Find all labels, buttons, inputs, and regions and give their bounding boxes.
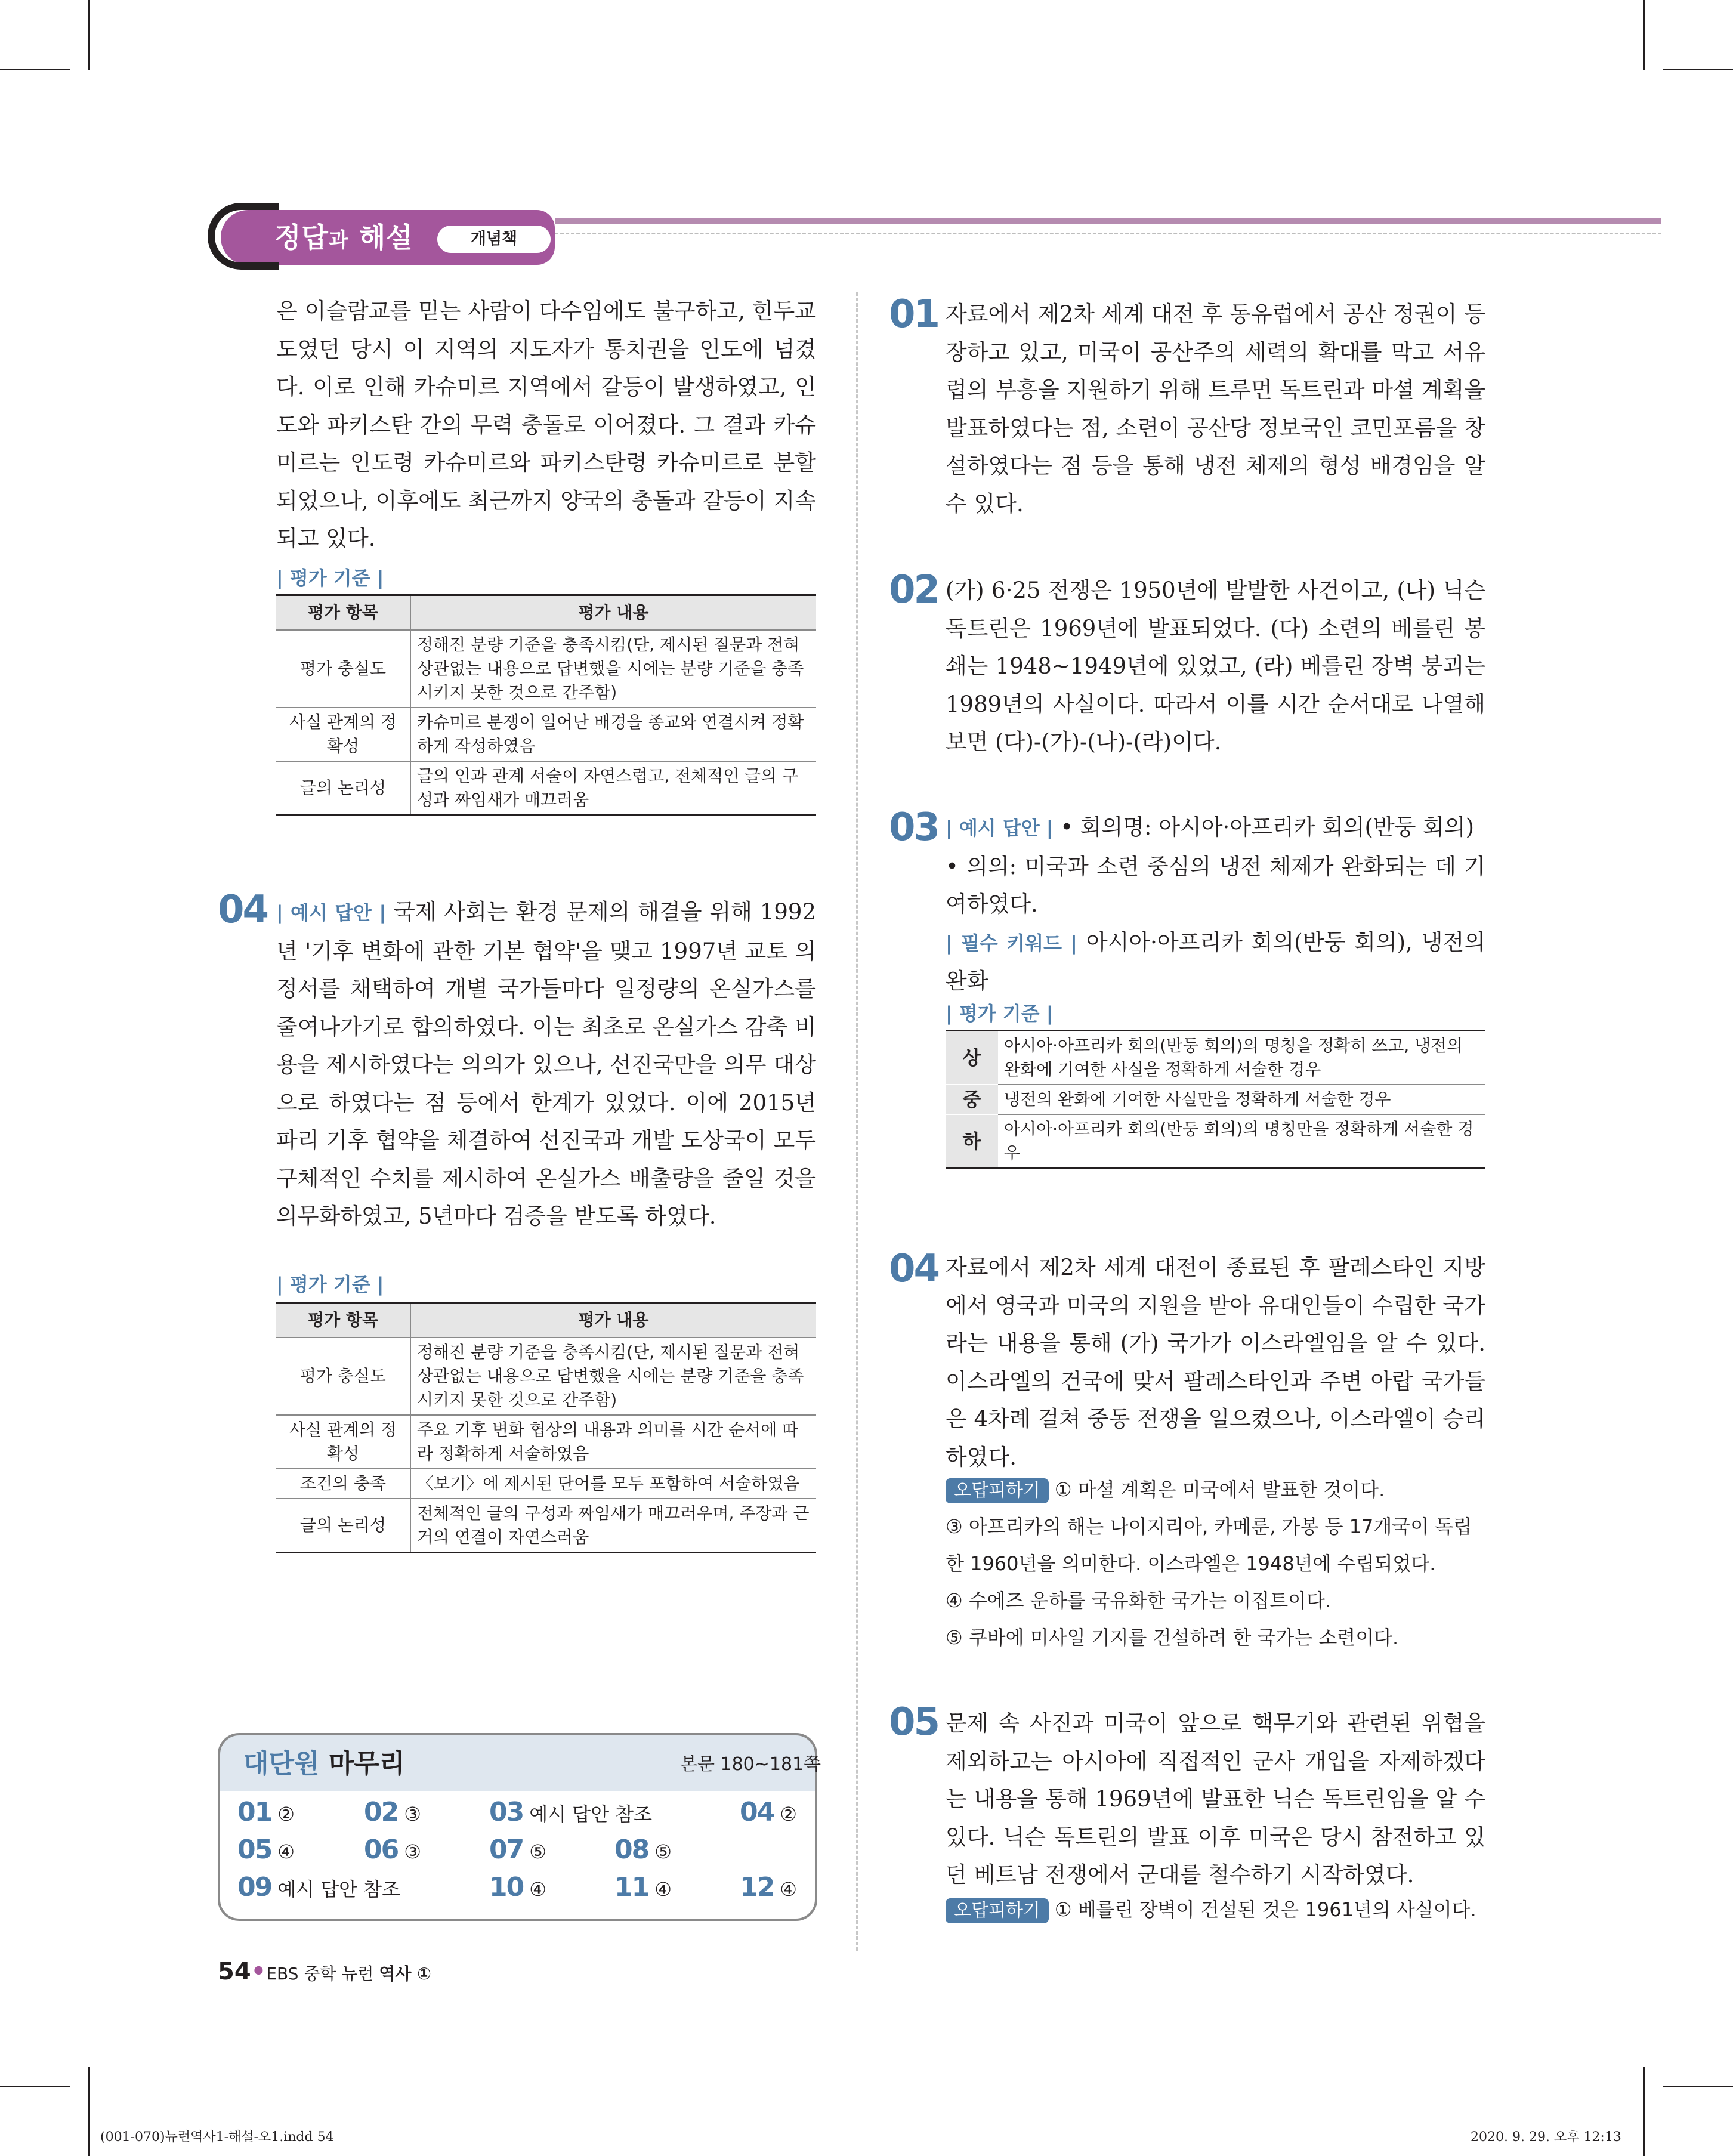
answer-item: 02 ③ bbox=[364, 1797, 421, 1827]
crop-mark bbox=[0, 69, 70, 70]
answer-item: 12 ④ bbox=[740, 1872, 797, 1902]
criteria-label: | 평가 기준 | bbox=[276, 567, 384, 589]
question-number: 03 bbox=[889, 805, 939, 850]
wrong-answer-notes: 오답피하기 ① 베를린 장벽이 건설된 것은 1961년의 사실이다. bbox=[946, 1891, 1485, 1928]
question-number: 04 bbox=[218, 888, 268, 932]
table-row: 하 아시아·아프리카 회의(반둥 회의)의 명칭만을 정확하게 서술한 경우 bbox=[946, 1114, 1485, 1169]
print-date: 2020. 9. 29. 오후 12:13 bbox=[1471, 2130, 1621, 2145]
file-slug: (001-070)뉴런역사1-해설-오1.indd 54 bbox=[100, 2130, 334, 2145]
crop-mark bbox=[88, 0, 90, 70]
intro-paragraph: 은 이슬람교를 믿는 사람이 다수임에도 불구하고, 힌두교도였던 당시 이 지역의 지도자가 통치권을 인도에 넘겼다. 이로 인해 카슈미르 지역에서 갈등이 발생하였고, 인도와 파키스탄 간의 무력 충돌로 이어졌다. 그 결과 카슈미르는 인도령 카슈미르와 파키스탄령 카슈미르로 분할되었으나, 이후에도 최근까지 양국의 충돌과 갈등이 지속되고 있다. bbox=[276, 298, 816, 551]
crop-mark bbox=[1643, 0, 1645, 70]
question-number: 04 bbox=[889, 1247, 939, 1291]
table-row: 중 냉전의 완화에 기여한 사실만을 정확하게 서술한 경우 bbox=[946, 1085, 1485, 1114]
criteria-table bbox=[276, 1302, 816, 1553]
criteria-label: | 평가 기준 | bbox=[946, 1002, 1054, 1025]
criteria-label: | 평가 기준 | bbox=[276, 1273, 384, 1296]
summary-page-ref: 본문 180~181쪽 bbox=[680, 1754, 821, 1775]
criteria-table bbox=[276, 594, 816, 816]
answer-item: 10 ④ bbox=[489, 1872, 546, 1902]
question-number: 05 bbox=[889, 1700, 939, 1744]
table-row: 사실 관계의 정확성 카슈미르 분쟁이 일어난 배경을 종교와 연결시켜 정확하게 작성하였음 bbox=[276, 708, 816, 761]
answer-item: 09 예시 답안 참조 bbox=[237, 1872, 401, 1902]
wrong-answer-notes: 오답피하기 ① 마셜 계획은 미국에서 발표한 것이다. ③ 아프리카의 해는 나이지리아, 카메룬, 가봉 등 17개국이 독립한 1960년을 의미한다. 이스라엘은 1948년에 수립되었다. ④ 수에즈 운하를 국유화한 국가는 이집트이다. ⑤ 쿠바에 미사일 기지를 건설하려 한 국가는 소련이다. bbox=[946, 1478, 1472, 1649]
crop-mark bbox=[0, 2086, 70, 2087]
header-bracket bbox=[208, 203, 279, 270]
table-row: 글의 논리성 글의 인과 관계 서술이 자연스럽고, 전체적인 글의 구성과 짜임새가 매끄러움 bbox=[276, 761, 816, 816]
table-row: 상 아시아·아프리카 회의(반둥 회의)의 명칭을 정확히 쓰고, 냉전의 완화에 기여한 사실을 정확하게 서술한 경우 bbox=[946, 1031, 1485, 1085]
summary-title: 대단원 마무리 bbox=[243, 1749, 405, 1779]
crop-mark bbox=[1663, 69, 1733, 70]
book-tag: 개념책 bbox=[437, 226, 551, 253]
table-row: 평가 충실도 정해진 분량 기준을 충족시킴(단, 제시된 질문과 전혀 상관없는 내용으로 답변했을 시에는 분량 기준을 충족시키지 못한 것으로 간주함) bbox=[276, 630, 816, 708]
explanation-paragraph: 문제 속 사진과 미국이 앞으로 핵무기와 관련된 위협을 제외하고는 아시아에 직접적인 군사 개입을 자제하겠다는 내용을 통해 1969년에 발표한 닉슨 독트린임을 알 수 있다. 닉슨 독트린의 발표 이후 미국은 당시 참전하고 있던 베트남 전쟁에서 군대를 철수하기 시작하였다. bbox=[946, 1710, 1485, 1888]
header-rule bbox=[555, 218, 1661, 224]
answer-paragraph: | 예시 답안 | 국제 사회는 환경 문제의 해결을 위해 1992년 '기후 변화에 관한 기본 협약'을 맺고 1997년 교토 의정서를 채택하여 개별 국가들마다 일정량의 온실가스를 줄여나가기로 합의하였다. 이는 최초로 온실가스 감축 비용을 제시하였다는 의의가 있으나, 선진국만을 의무 대상으로 하였다는 점 등에서 한계가 있었다. 이에 2015년 파리 기후 협약을 체결하여 선진국과 개발 도상국이 모두 구체적인 수치를 제시하여 온실가스 배출량을 줄일 것을 의무화하였고, 5년마다 검증을 받도록 하였다. bbox=[276, 899, 817, 1229]
wrong-answer-badge: 오답피하기 bbox=[946, 1898, 1049, 1923]
table-header: 평가 항목 bbox=[276, 1303, 410, 1338]
table-header: 평가 내용 bbox=[410, 1303, 816, 1338]
column-divider bbox=[856, 292, 858, 1951]
answer-item: 01 ② bbox=[237, 1797, 295, 1827]
answer-item: 03 예시 답안 참조 bbox=[489, 1797, 653, 1827]
question-number: 01 bbox=[889, 292, 939, 336]
answer-item: 06 ③ bbox=[364, 1834, 421, 1865]
section-title: 정답과 해설 bbox=[274, 221, 413, 254]
table-row: 사실 관계의 정확성 주요 기후 변화 협상의 내용과 의미를 시간 순서에 따라 정확하게 서술하였음 bbox=[276, 1415, 816, 1469]
table-row: 평가 충실도 정해진 분량 기준을 충족시킴(단, 제시된 질문과 전혀 상관없는 내용으로 답변했을 시에는 분량 기준을 충족시키지 못한 것으로 간주함) bbox=[276, 1338, 816, 1415]
crop-mark bbox=[1663, 2086, 1733, 2087]
question-number: 02 bbox=[889, 568, 939, 612]
table-row: 조건의 충족 〈보기〉에 제시된 단어를 모두 포함하여 서술하였음 bbox=[276, 1469, 816, 1499]
crop-mark bbox=[88, 2067, 90, 2156]
answer-item: 05 ④ bbox=[237, 1834, 295, 1865]
example-answer-label: | 예시 답안 | bbox=[276, 901, 387, 924]
table-header: 평가 내용 bbox=[410, 595, 816, 631]
header-dashed-rule bbox=[555, 233, 1661, 234]
answer-item: 11 ④ bbox=[614, 1872, 672, 1902]
example-answer-label: | 예시 답안 | bbox=[946, 817, 1054, 839]
crop-mark bbox=[1643, 2067, 1645, 2156]
wrong-answer-badge: 오답피하기 bbox=[946, 1478, 1049, 1503]
explanation-paragraph: 자료에서 제2차 세계 대전이 종료된 후 팔레스타인 지방에서 영국과 미국의 지원을 받아 유대인들이 수립한 국가라는 내용을 통해 (가) 국가가 이스라엘임을 알 수 있다. 이스라엘의 건국에 맞서 팔레스타인과 주변 아랍 국가들은 4차례 걸쳐 중동 전쟁을 일으켰으나, 이스라엘이 승리하였다. bbox=[946, 1255, 1485, 1470]
keyword-label: | 필수 키워드 | bbox=[946, 931, 1077, 955]
answer-item: 07 ⑤ bbox=[489, 1834, 546, 1865]
answer-item: 08 ⑤ bbox=[614, 1834, 672, 1865]
table-header: 평가 항목 bbox=[276, 595, 410, 631]
grade-table bbox=[946, 1030, 1485, 1169]
answer-item: 04 ② bbox=[740, 1797, 797, 1827]
explanation-paragraph: (가) 6·25 전쟁은 1950년에 발발한 사건이고, (나) 닉슨 독트린은 1969년에 발표되었다. (다) 소련의 베를린 봉쇄는 1948~1949년에 있었고, (라) 베를린 장벽 붕괴는 1989년의 사실이다. 따라서 이를 시간 순서대로 나열해 보면 (다)-(가)-(나)-(라)이다. bbox=[946, 577, 1485, 755]
page-number: 54•EBS 중학 뉴런 역사 ① bbox=[218, 1958, 431, 1985]
table-row: 글의 논리성 전체적인 글의 구성과 짜임새가 매끄러우며, 주장과 근거의 연결이 자연스러움 bbox=[276, 1499, 816, 1553]
example-answer: | 예시 답안 | • 회의명: 아시아·아프리카 회의(반둥 회의) • 의의: 미국과 소련 중심의 냉전 체제가 완화되는 데 기여하였다. | 필수 키워드 | 아시아·아프리카 회의(반둥 회의), 냉전의 완화 bbox=[946, 814, 1485, 994]
explanation-paragraph: 자료에서 제2차 세계 대전 후 동유럽에서 공산 정권이 등장하고 있고, 미국이 공산주의 세력의 확대를 막고 서유럽의 부흥을 지원하기 위해 트루먼 독트린과 마셜 계획을 발표하였다는 점, 소련이 공산당 정보국인 코민포름을 창설하였다는 점 등을 통해 냉전 체제의 형성 배경임을 알 수 있다. bbox=[946, 301, 1485, 517]
